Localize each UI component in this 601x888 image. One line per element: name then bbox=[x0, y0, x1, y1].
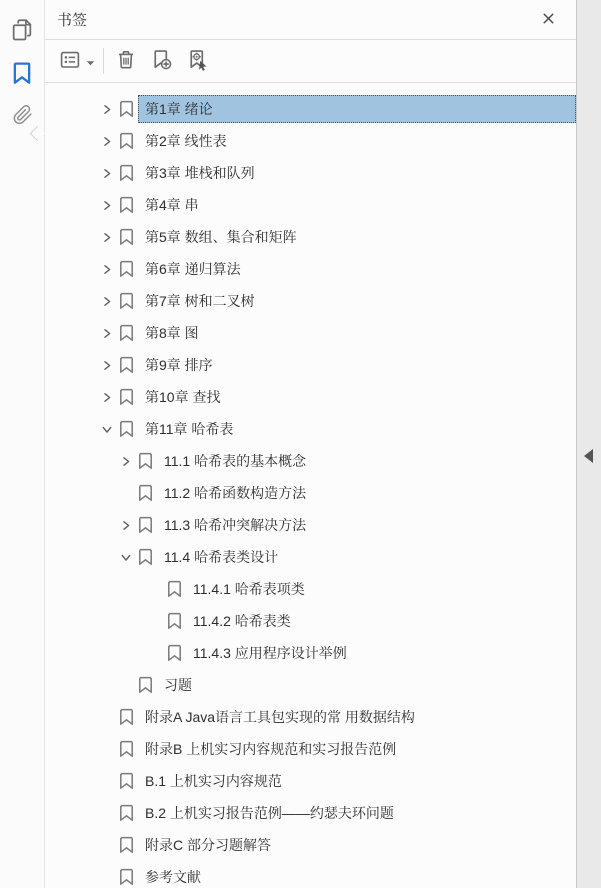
bookmark-icon bbox=[119, 164, 134, 182]
bookmark-icon bbox=[119, 292, 134, 310]
options-icon bbox=[58, 48, 82, 75]
bookmark-item[interactable] bbox=[45, 285, 576, 317]
bookmark-item[interactable] bbox=[45, 637, 576, 669]
chevron-right-icon[interactable] bbox=[99, 136, 119, 147]
bookmark-icon bbox=[119, 708, 134, 726]
bookmark-item-label[interactable]: 参考文献 bbox=[145, 869, 201, 885]
bookmark-icon bbox=[167, 580, 182, 598]
bookmark-item-label[interactable]: 附录B 上机实习内容规范和实习报告范例 bbox=[145, 741, 397, 757]
bookmark-icon bbox=[119, 228, 134, 246]
bookmark-item[interactable] bbox=[45, 861, 576, 888]
bookmark-icon bbox=[119, 260, 134, 278]
bookmark-icon bbox=[167, 644, 182, 662]
document-area-strip bbox=[577, 0, 601, 888]
dropdown-caret-icon bbox=[86, 54, 95, 69]
bookmark-icon bbox=[119, 100, 134, 118]
bookmark-item-label[interactable]: 第2章 线性表 bbox=[145, 133, 227, 149]
chevron-right-icon[interactable] bbox=[99, 392, 119, 403]
chevron-placeholder bbox=[147, 616, 167, 627]
chevron-right-icon[interactable] bbox=[99, 200, 119, 211]
bookmark-item-label[interactable]: 11.3 哈希冲突解决方法 bbox=[164, 517, 307, 533]
chevron-right-icon[interactable] bbox=[99, 360, 119, 371]
bookmark-item-label[interactable]: 11.4.3 应用程序设计举例 bbox=[193, 645, 347, 661]
chevron-placeholder bbox=[99, 840, 119, 851]
bookmark-item[interactable] bbox=[45, 829, 576, 861]
chevron-placeholder bbox=[99, 712, 119, 723]
bookmark-item-label[interactable]: 附录A Java语言工具包实现的常 用数据结构 bbox=[145, 709, 415, 725]
bookmark-icon bbox=[138, 516, 153, 534]
bookmark-item-label[interactable]: 11.2 哈希函数构造方法 bbox=[164, 485, 307, 501]
bookmark-item-selected[interactable] bbox=[45, 93, 576, 125]
options-menu-button[interactable] bbox=[56, 46, 97, 77]
bookmark-icon bbox=[119, 196, 134, 214]
bookmark-icon bbox=[119, 132, 134, 150]
expand-current-bookmark-button[interactable] bbox=[183, 45, 212, 77]
panel-toolbar bbox=[45, 40, 576, 83]
chevron-placeholder bbox=[147, 584, 167, 595]
bookmark-icon bbox=[119, 836, 134, 854]
chevron-right-icon[interactable] bbox=[99, 104, 119, 115]
bookmark-icon bbox=[119, 356, 134, 374]
bookmark-icon bbox=[119, 868, 134, 886]
bookmark-icon bbox=[119, 804, 134, 822]
bookmark-item[interactable] bbox=[45, 669, 576, 701]
bookmark-item[interactable] bbox=[45, 189, 576, 221]
bookmark-item[interactable] bbox=[45, 541, 576, 573]
close-icon bbox=[540, 10, 557, 30]
collapse-panel-arrow-icon[interactable] bbox=[584, 449, 593, 463]
bookmark-item-label[interactable]: 第11章 哈希表 bbox=[145, 421, 234, 437]
panel-header bbox=[45, 0, 576, 40]
chevron-placeholder bbox=[118, 488, 138, 499]
bookmark-item-label[interactable]: 11.4 哈希表类设计 bbox=[164, 549, 279, 565]
bookmarks-button[interactable] bbox=[7, 59, 37, 89]
chevron-right-icon[interactable] bbox=[99, 232, 119, 243]
bookmark-item-label[interactable]: B.2 上机实习报告范例——约瑟夫环问题 bbox=[145, 805, 394, 821]
bookmark-item[interactable] bbox=[45, 445, 576, 477]
bookmark-item[interactable] bbox=[45, 157, 576, 189]
bookmark-item[interactable] bbox=[45, 477, 576, 509]
bookmark-item[interactable] bbox=[45, 349, 576, 381]
toolbar-separator bbox=[103, 48, 104, 74]
bookmark-icon bbox=[138, 548, 153, 566]
bookmark-item-label[interactable]: 第5章 数组、集合和矩阵 bbox=[145, 229, 297, 245]
bookmark-item-label[interactable]: B.1 上机实习内容规范 bbox=[145, 773, 282, 789]
bookmark-icon bbox=[119, 772, 134, 790]
chevron-right-icon[interactable] bbox=[118, 520, 138, 531]
bookmark-item[interactable] bbox=[45, 765, 576, 797]
bookmark-item-label[interactable]: 附录C 部分习题解答 bbox=[145, 837, 271, 853]
bookmark-item[interactable] bbox=[45, 573, 576, 605]
bookmark-item-label[interactable]: 11.4.2 哈希表类 bbox=[193, 613, 291, 629]
bookmark-icon bbox=[138, 452, 153, 470]
bookmark-item[interactable] bbox=[45, 317, 576, 349]
bookmark-item[interactable] bbox=[45, 381, 576, 413]
bookmark-item[interactable] bbox=[45, 125, 576, 157]
bookmark-add-icon bbox=[149, 47, 174, 75]
chevron-placeholder bbox=[99, 808, 119, 819]
bookmark-item-label[interactable]: 第7章 树和二叉树 bbox=[145, 293, 255, 309]
bookmark-item[interactable] bbox=[45, 221, 576, 253]
bookmark-item-label[interactable]: 第1章 绪论 bbox=[138, 95, 576, 123]
bookmark-icon bbox=[119, 420, 134, 438]
bookmark-locate-icon bbox=[185, 47, 210, 75]
page-thumbnails-button[interactable] bbox=[7, 16, 37, 46]
bookmark-item-label[interactable]: 第9章 排序 bbox=[145, 357, 213, 373]
close-panel-button[interactable] bbox=[538, 8, 559, 32]
bookmark-item-label[interactable]: 第10章 查找 bbox=[145, 389, 221, 405]
navigation-rail bbox=[0, 0, 45, 888]
bookmark-icon bbox=[119, 324, 134, 342]
chevron-placeholder bbox=[118, 680, 138, 691]
bookmark-icon bbox=[119, 740, 134, 758]
chevron-placeholder bbox=[147, 648, 167, 659]
bookmark-item[interactable] bbox=[45, 253, 576, 285]
bookmark-item[interactable] bbox=[45, 733, 576, 765]
bookmark-item-label[interactable]: 11.1 哈希表的基本概念 bbox=[164, 453, 307, 469]
page-thumbnails-icon bbox=[9, 17, 35, 46]
bookmark-icon bbox=[138, 484, 153, 502]
bookmark-item[interactable] bbox=[45, 509, 576, 541]
bookmark-item-label[interactable]: 习题 bbox=[164, 677, 192, 693]
bookmark-item-label[interactable]: 第4章 串 bbox=[145, 197, 199, 213]
bookmark-item[interactable] bbox=[45, 605, 576, 637]
chevron-right-icon[interactable] bbox=[99, 168, 119, 179]
bookmarks-panel bbox=[45, 0, 577, 888]
bookmark-item-label[interactable]: 第8章 图 bbox=[145, 325, 199, 341]
bookmark-item-label[interactable]: 11.4.1 哈希表项类 bbox=[193, 581, 305, 597]
bookmark-item[interactable] bbox=[45, 797, 576, 829]
delete-bookmark-button[interactable] bbox=[112, 46, 140, 77]
chevron-right-icon[interactable] bbox=[99, 296, 119, 307]
paperclip-icon bbox=[10, 103, 35, 131]
bookmark-item-label[interactable]: 第3章 堆栈和队列 bbox=[145, 165, 255, 181]
chevron-placeholder bbox=[99, 744, 119, 755]
new-bookmark-button[interactable] bbox=[147, 45, 176, 77]
bookmark-item[interactable] bbox=[45, 701, 576, 733]
chevron-placeholder bbox=[99, 872, 119, 883]
chevron-right-icon[interactable] bbox=[99, 328, 119, 339]
trash-icon bbox=[114, 48, 138, 75]
bookmarks-rail-icon bbox=[9, 60, 35, 89]
chevron-right-icon[interactable] bbox=[118, 456, 138, 467]
attachments-button[interactable] bbox=[7, 102, 37, 132]
chevron-placeholder bbox=[99, 776, 119, 787]
chevron-down-icon[interactable] bbox=[118, 552, 138, 563]
bookmark-icon bbox=[167, 612, 182, 630]
bookmark-tree bbox=[45, 83, 576, 888]
panel-title: 书签 bbox=[57, 12, 88, 29]
chevron-right-icon[interactable] bbox=[99, 264, 119, 275]
chevron-down-icon[interactable] bbox=[99, 424, 119, 435]
bookmark-icon bbox=[138, 676, 153, 694]
bookmark-icon bbox=[119, 388, 134, 406]
bookmark-item[interactable] bbox=[45, 413, 576, 445]
bookmark-item-label[interactable]: 第6章 递归算法 bbox=[145, 261, 241, 277]
